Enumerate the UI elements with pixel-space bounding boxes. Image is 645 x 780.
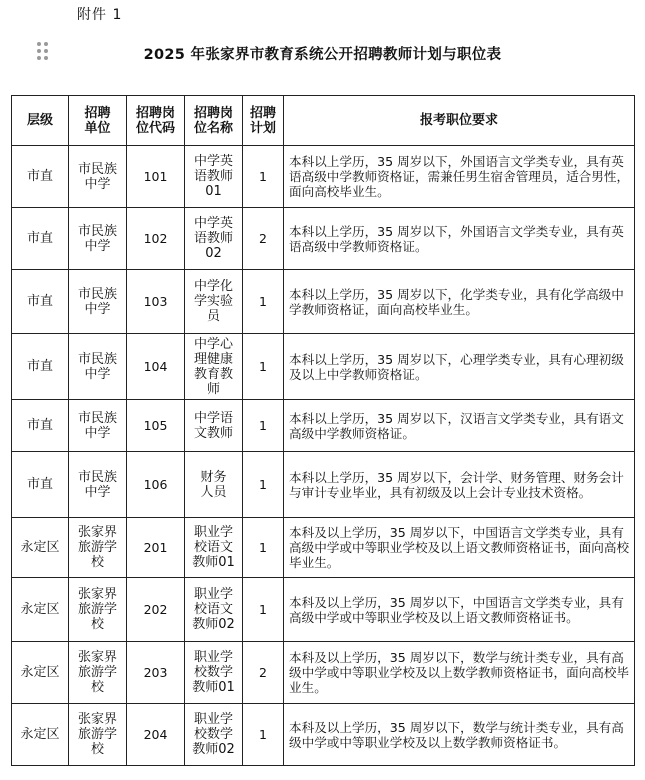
cell-position: 职业学 校语文 教师02 (185, 578, 243, 642)
cell-plan: 1 (243, 704, 284, 766)
cell-unit: 张家界 旅游学 校 (69, 704, 127, 766)
cell-code: 202 (127, 578, 185, 642)
cell-unit: 市民族 中学 (69, 452, 127, 518)
cell-plan: 2 (243, 208, 284, 270)
table-row (12, 452, 635, 518)
cell-level: 永定区 (12, 578, 69, 642)
cell-level: 市直 (12, 452, 69, 518)
cell-requirements: 本科及以上学历，35 周岁以下，数学与统计类专业，具有高级中学或中等职业学校及以上数学教师资格证书，面向高校毕业生。 (284, 642, 635, 704)
cell-code: 106 (127, 452, 185, 518)
cell-level: 市直 (12, 334, 69, 400)
cell-requirements: 本科及以上学历，35 周岁以下，中国语言文学类专业，具有高级中学或中等职业学校及以上语文教师资格证书，面向高校毕业生。 (284, 518, 635, 578)
cell-level: 永定区 (12, 704, 69, 766)
cell-requirements: 本科及以上学历，35 周岁以下，中国语言文学类专业，具有高级中学或中等职业学校及以上语文教师资格证书。 (284, 578, 635, 642)
header-unit: 招聘 单位 (69, 96, 127, 146)
cell-plan: 1 (243, 334, 284, 400)
table-row (12, 146, 635, 208)
cell-level: 市直 (12, 270, 69, 334)
cell-plan: 2 (243, 642, 284, 704)
cell-position: 中学语 文教师 (185, 400, 243, 452)
table-row (12, 518, 635, 578)
cell-code: 103 (127, 270, 185, 334)
cell-requirements: 本科以上学历，35 周岁以下，化学类专业，具有化学高级中学教师资格证，面向高校毕业生。 (284, 270, 635, 334)
header-position: 招聘岗 位名称 (185, 96, 243, 146)
table-row (12, 208, 635, 270)
header-code: 招聘岗 位代码 (127, 96, 185, 146)
cell-unit: 市民族 中学 (69, 146, 127, 208)
cell-unit: 张家界 旅游学 校 (69, 578, 127, 642)
cell-requirements: 本科以上学历，35 周岁以下，心理学类专业，具有心理初级及以上中学教师资格证。 (284, 334, 635, 400)
cell-code: 105 (127, 400, 185, 452)
cell-unit: 市民族 中学 (69, 334, 127, 400)
cell-level: 市直 (12, 400, 69, 452)
cell-code: 104 (127, 334, 185, 400)
cell-plan: 1 (243, 518, 284, 578)
cell-level: 永定区 (12, 518, 69, 578)
cell-position: 职业学 校数学 教师01 (185, 642, 243, 704)
table-row (12, 334, 635, 400)
cell-unit: 市民族 中学 (69, 400, 127, 452)
cell-position: 中学英 语教师 01 (185, 146, 243, 208)
cell-code: 203 (127, 642, 185, 704)
cell-position: 中学英 语教师 02 (185, 208, 243, 270)
table-row (12, 642, 635, 704)
header-plan: 招聘 计划 (243, 96, 284, 146)
cell-requirements: 本科及以上学历，35 周岁以下，数学与统计类专业，具有高级中学或中等职业学校及以上数学教师资格证书。 (284, 704, 635, 766)
document-title: 2025 年张家界市教育系统公开招聘教师计划与职位表 (143, 47, 502, 63)
cell-requirements: 本科以上学历，35 周岁以下，汉语言文学类专业，具有语文高级中学教师资格证。 (284, 400, 635, 452)
cell-unit: 市民族 中学 (69, 270, 127, 334)
cell-code: 201 (127, 518, 185, 578)
cell-unit: 市民族 中学 (69, 208, 127, 270)
cell-requirements: 本科以上学历，35 周岁以下，外国语言文学类专业，具有英语高级中学教师资格证，需兼任男生宿舍管理员，适合男性，面向高校毕业生。 (284, 146, 635, 208)
cell-code: 204 (127, 704, 185, 766)
cell-plan: 1 (243, 578, 284, 642)
cell-level: 永定区 (12, 642, 69, 704)
cell-position: 职业学 校数学 教师02 (185, 704, 243, 766)
cell-unit: 张家界 旅游学 校 (69, 642, 127, 704)
cell-level: 市直 (12, 146, 69, 208)
cell-requirements: 本科以上学历，35 周岁以下，会计学、财务管理、财务会计与审计专业毕业，具有初级及以上会计专业技术资格。 (284, 452, 635, 518)
table-row (12, 400, 635, 452)
cell-position: 中学心 理健康 教育教 师 (185, 334, 243, 400)
table-row (12, 578, 635, 642)
header-level: 层级 (12, 96, 69, 146)
cell-unit: 张家界 旅游学 校 (69, 518, 127, 578)
cell-code: 102 (127, 208, 185, 270)
cell-plan: 1 (243, 452, 284, 518)
table-row (12, 704, 635, 766)
cell-position: 职业学 校语文 教师01 (185, 518, 243, 578)
cell-position: 财务 人员 (185, 452, 243, 518)
cell-requirements: 本科以上学历，35 周岁以下，外国语言文学类专业，具有英语高级中学教师资格证。 (284, 208, 635, 270)
header-requirements: 报考职位要求 (284, 96, 635, 146)
cell-position: 中学化 学实验 员 (185, 270, 243, 334)
cell-code: 101 (127, 146, 185, 208)
table-header-row (12, 96, 635, 146)
recruitment-table (11, 95, 635, 766)
cell-plan: 1 (243, 400, 284, 452)
cell-plan: 1 (243, 146, 284, 208)
table-row (12, 270, 635, 334)
cell-plan: 1 (243, 270, 284, 334)
attachment-label: 附件 1 (77, 7, 123, 23)
cell-level: 市直 (12, 208, 69, 270)
